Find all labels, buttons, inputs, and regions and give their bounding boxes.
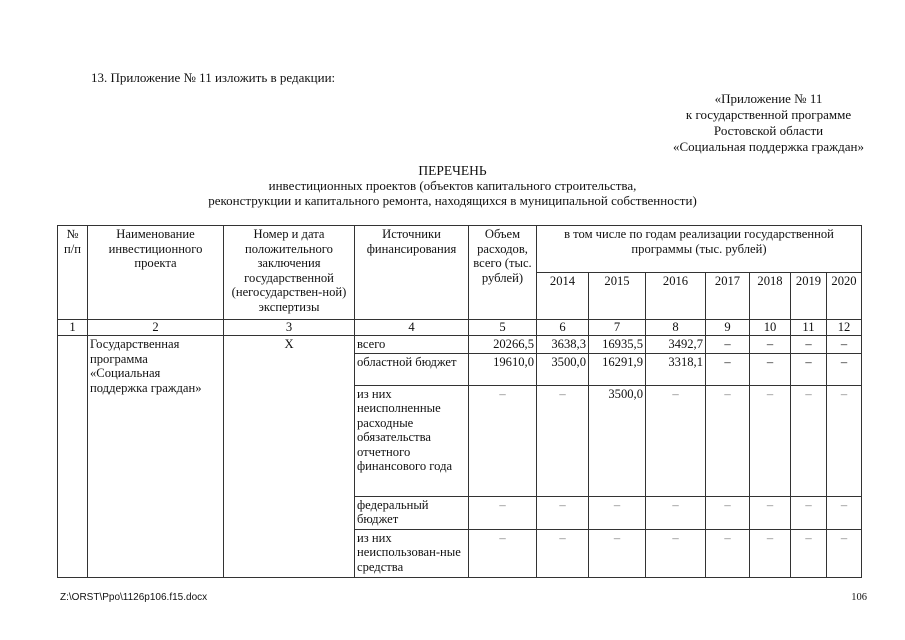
year-cell: – [646,385,706,496]
year-cell: 3492,7 [646,336,706,354]
source-cell: из них неисполненные расходные обязательства отчетного финансового года [355,385,469,496]
year-cell: – [706,385,750,496]
column-number: 6 [537,320,589,336]
year-cell: 3638,3 [537,336,589,354]
header-year: 2017 [706,273,750,320]
year-cell: – [791,353,827,385]
year-cell: – [537,529,589,577]
source-cell: федеральный бюджет [355,496,469,529]
header-years-group: в том числе по годам реализации государственной программы (тыс. рублей) [537,226,862,273]
source-cell: всего [355,336,469,354]
year-cell: 16935,5 [589,336,646,354]
source-cell: из них неиспользован-ные средства [355,529,469,577]
column-number: 8 [646,320,706,336]
header-volume: Объем расходов, всего (тыс. рублей) [469,226,537,320]
page-number: 106 [851,592,867,603]
column-number-row [58,320,862,336]
header-year: 2015 [589,273,646,320]
year-cell: – [791,385,827,496]
header-source: Источники финансирования [355,226,469,320]
year-cell: – [827,336,862,354]
column-number: 9 [706,320,750,336]
year-cell: – [706,353,750,385]
year-cell: – [750,353,791,385]
appendix-line-3: Ростовской области [713,123,824,138]
column-number: 2 [88,320,224,336]
appendix-header [673,91,864,155]
year-cell: – [706,496,750,529]
total-cell: – [469,529,537,577]
column-number: 12 [827,320,862,336]
source-cell: областной бюджет [355,353,469,385]
year-cell: – [706,336,750,354]
header-name: Наименование инвестиционного проекта [88,226,224,320]
column-number: 5 [469,320,537,336]
year-cell: – [791,336,827,354]
title-line-2: инвестиционных проектов (объектов капитального строительства, [268,178,637,193]
year-cell: – [589,496,646,529]
year-cell: – [791,529,827,577]
year-cell: – [750,385,791,496]
column-number: 3 [224,320,355,336]
year-cell: – [537,385,589,496]
column-number: 11 [791,320,827,336]
year-cell: – [706,529,750,577]
title-main: ПЕРЕЧЕНЬ [418,163,487,178]
year-cell: 16291,9 [589,353,646,385]
header-conclusion: Номер и дата положительного заключения государственной (негосударствен-ной) экспертизы [224,226,355,320]
year-cell: – [646,529,706,577]
table-row [58,336,862,354]
year-cell: 3500,0 [589,385,646,496]
year-cell: – [750,529,791,577]
year-cell: – [537,496,589,529]
year-cell: – [750,496,791,529]
appendix-line-1: «Приложение № 11 [714,91,823,106]
header-year: 2016 [646,273,706,320]
year-cell: 3500,0 [537,353,589,385]
year-cell: 3318,1 [646,353,706,385]
project-name: Государственная программа «Социальная поддержка граждан» [88,336,224,578]
project-conclusion: Х [224,336,355,578]
appendix-line-4: «Социальная поддержка граждан» [673,139,864,154]
year-cell: – [827,529,862,577]
title-line-3: реконструкции и капитального ремонта, находящихся в муниципальной собственности) [208,193,697,208]
header-year: 2014 [537,273,589,320]
column-number: 1 [58,320,88,336]
year-cell: – [827,496,862,529]
footer-file-path: Z:\ORST\Ppo\1126p106.f15.docx [60,592,208,603]
document-title [0,163,905,208]
appendix-line-2: к государственной программе [685,107,852,122]
total-cell: 20266,5 [469,336,537,354]
header-year: 2019 [791,273,827,320]
total-cell: 19610,0 [469,353,537,385]
total-cell: – [469,496,537,529]
year-cell: – [827,385,862,496]
year-cell: – [827,353,862,385]
row-number-cell [58,336,88,578]
year-cell: – [791,496,827,529]
column-number: 7 [589,320,646,336]
header-year: 2018 [750,273,791,320]
header-year: 2020 [827,273,862,320]
column-number: 4 [355,320,469,336]
year-cell: – [750,336,791,354]
intro-paragraph: 13. Приложение № 11 изложить в редакции: [91,70,336,85]
investment-projects-table [57,225,862,578]
year-cell: – [646,496,706,529]
year-cell: – [589,529,646,577]
header-no: № п/п [58,226,88,320]
total-cell: – [469,385,537,496]
column-number: 10 [750,320,791,336]
